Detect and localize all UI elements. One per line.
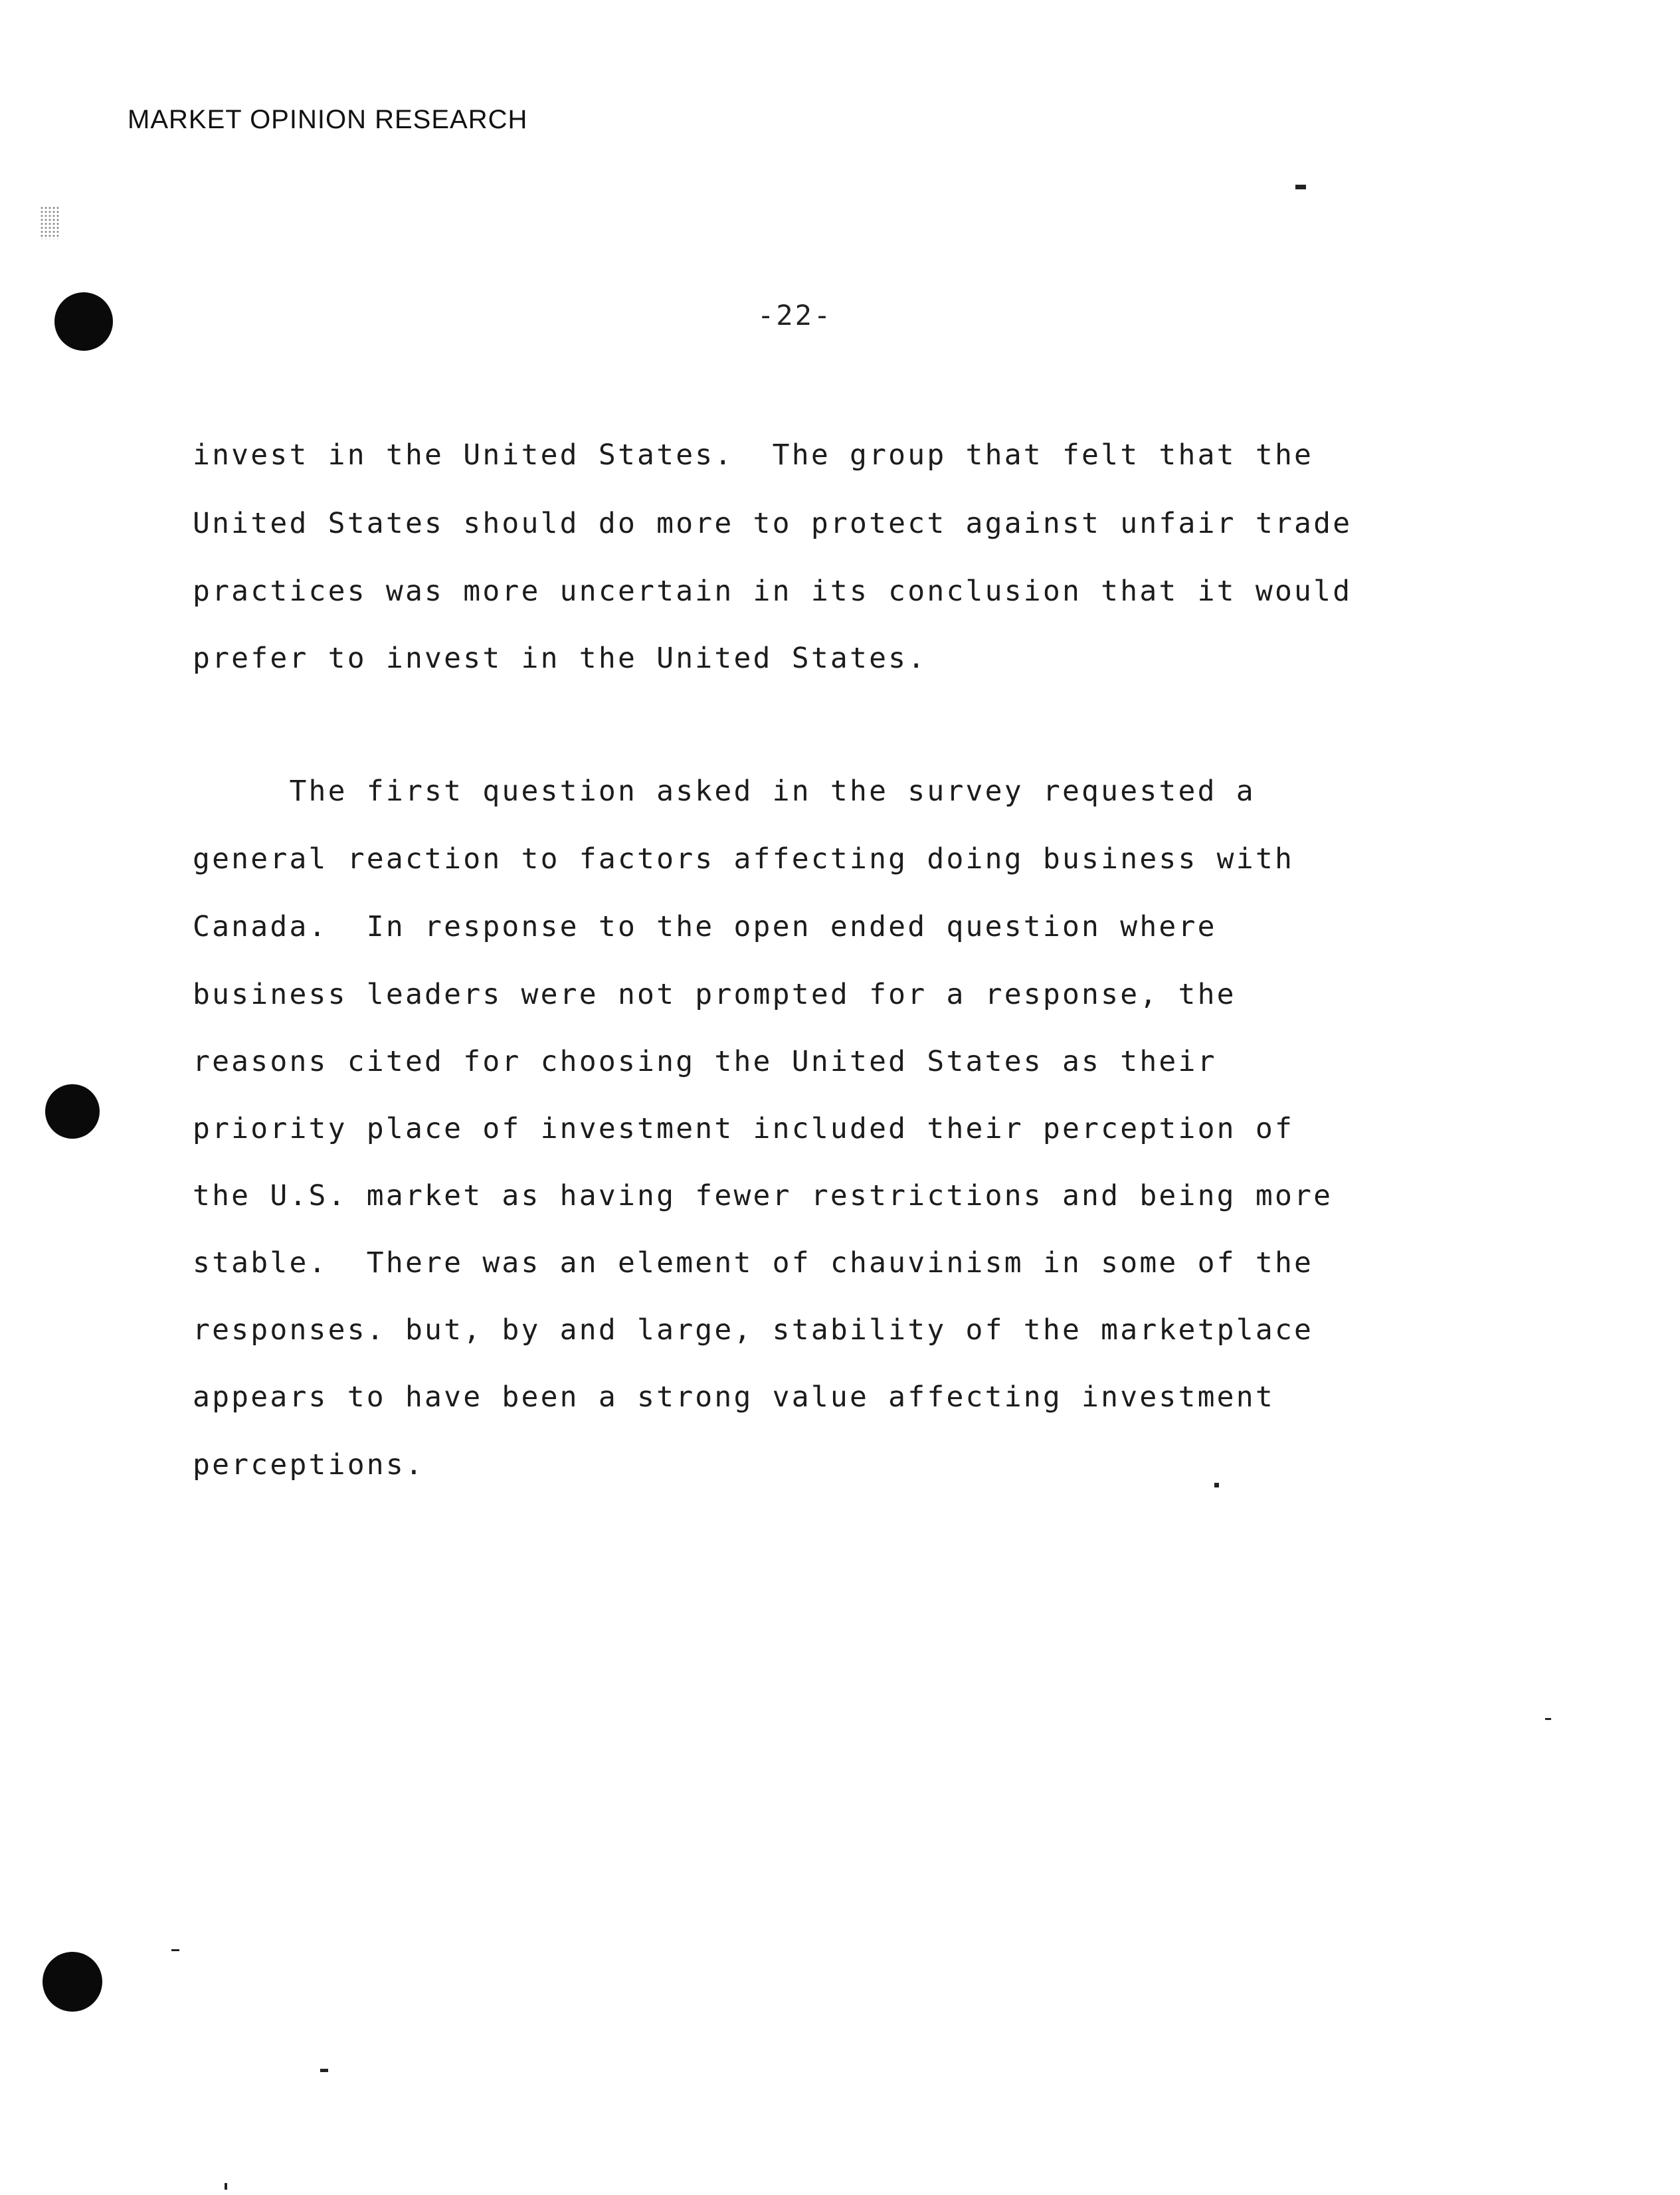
scan-speck xyxy=(171,1949,179,1951)
text-line: priority place of investment included their perception of xyxy=(193,1112,1295,1145)
text-line: The first question asked in the survey requested a xyxy=(193,775,1256,808)
text-line: general reaction to factors affecting doing business with xyxy=(193,842,1295,876)
text-line: reasons cited for choosing the United States as their xyxy=(193,1045,1217,1078)
text-line: business leaders were not prompted for a response, the xyxy=(193,978,1236,1011)
text-line: perceptions. xyxy=(193,1448,425,1481)
punch-hole xyxy=(45,1084,100,1139)
text-line: the U.S. market as having fewer restrictions and being more xyxy=(193,1179,1333,1212)
text-line: practices was more uncertain in its conclusion that it would xyxy=(193,575,1353,608)
text-line: Canada. In response to the open ended question where xyxy=(193,910,1217,943)
punch-hole xyxy=(54,292,113,351)
punch-hole xyxy=(43,1952,102,2012)
text-line: stable. There was an element of chauvinism in some of the xyxy=(193,1246,1314,1280)
text-line: responses. but, by and large, stability of the marketplace xyxy=(193,1313,1314,1347)
text-line: appears to have been a strong value affecting investment xyxy=(193,1381,1275,1414)
scan-speck xyxy=(40,206,60,239)
page-number: -22- xyxy=(757,299,833,332)
text-line: prefer to invest in the United States. xyxy=(193,642,927,675)
scan-speck xyxy=(1214,1483,1219,1487)
scan-speck xyxy=(225,2183,227,2190)
scan-speck xyxy=(320,2069,328,2072)
text-line: invest in the United States. The group that felt that the xyxy=(193,438,1314,472)
text-line: United States should do more to protect against unfair trade xyxy=(193,507,1353,540)
scan-speck xyxy=(1295,185,1306,189)
letterhead: MARKET OPINION RESEARCH xyxy=(128,105,528,134)
scan-speck xyxy=(1545,1718,1551,1720)
